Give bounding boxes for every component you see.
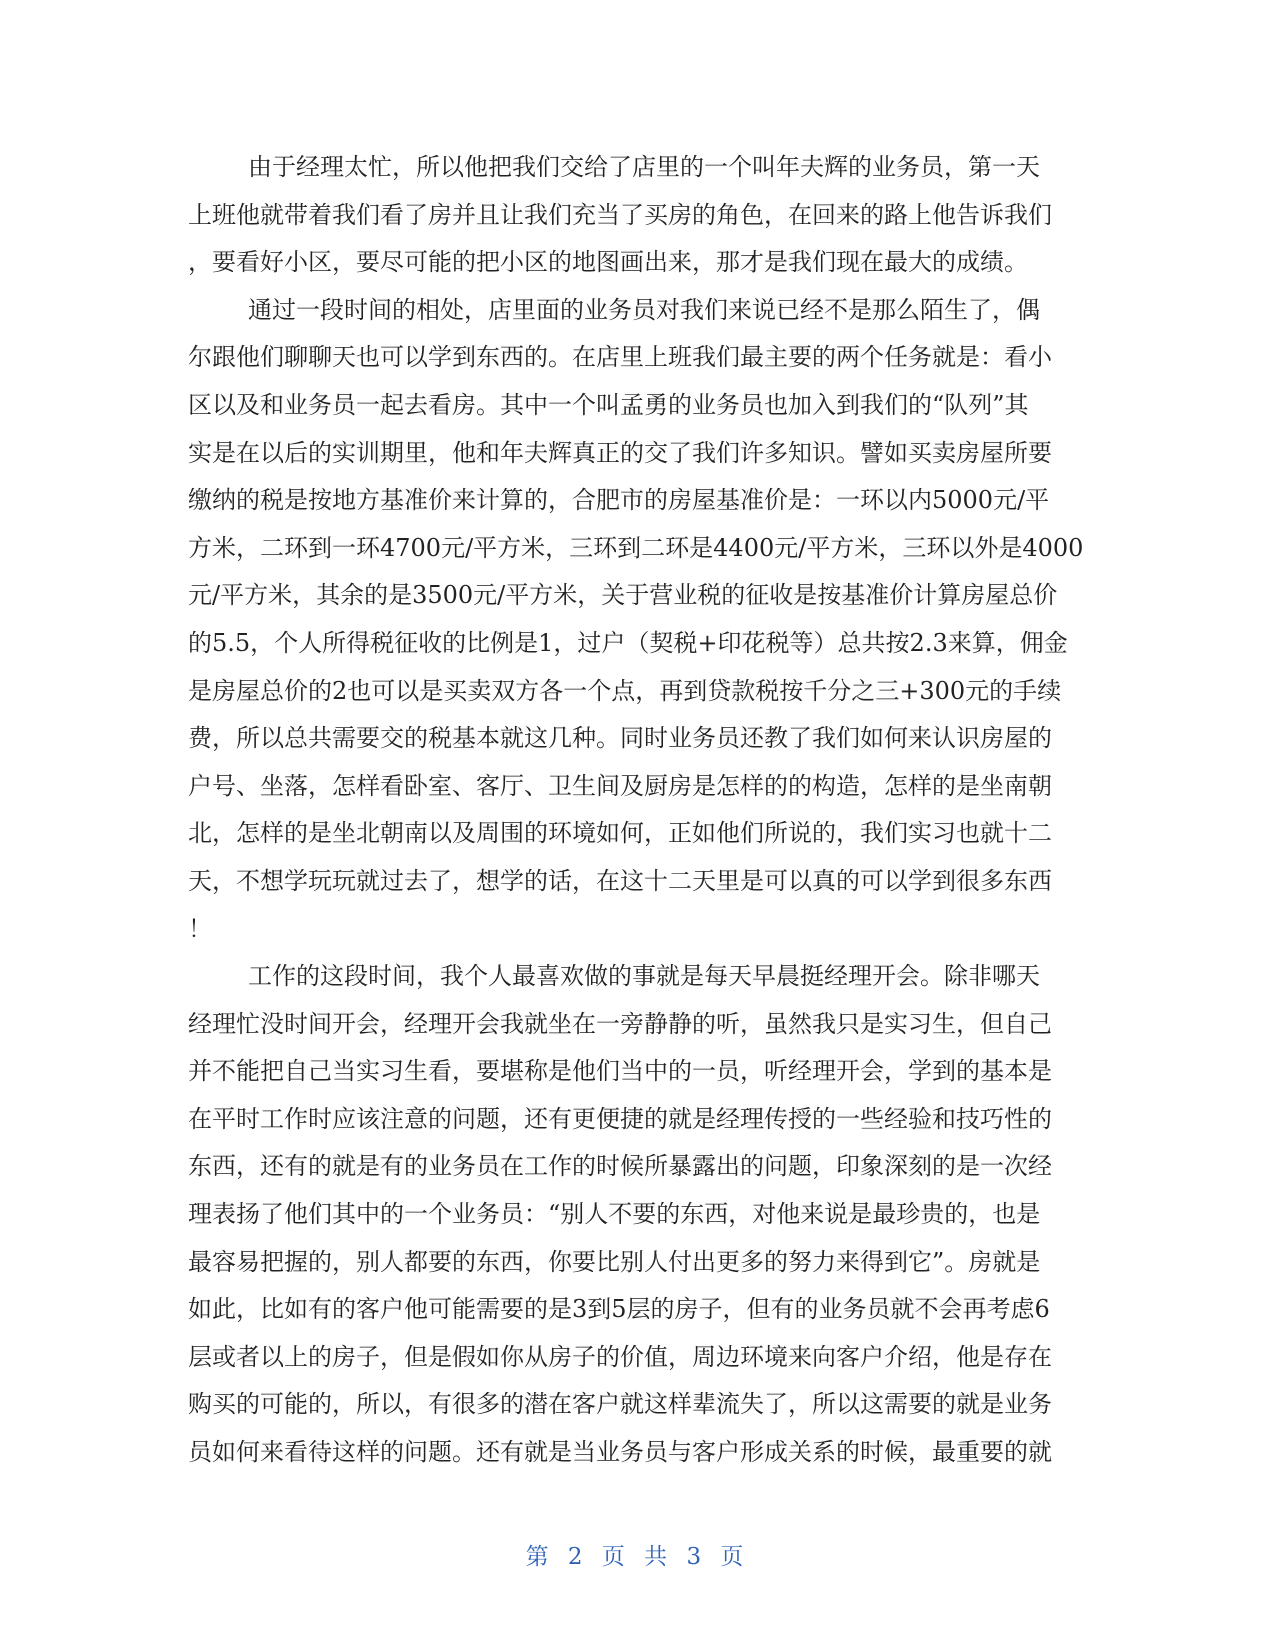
text-line: 尔跟他们聊聊天也可以学到东西的。在店里上班我们最主要的两个任务就是：看小 (188, 343, 1052, 372)
text-line: 实是在以后的实训期里，他和年夫辉真正的交了我们许多知识。譬如买卖房屋所要 (188, 438, 1052, 467)
text-line: 层或者以上的房子，但是假如你从房子的价值，周边环境来向客户介绍，他是存在 (188, 1342, 1052, 1371)
text-line: ！ (188, 914, 212, 943)
text-line: 北，怎样的是坐北朝南以及周围的环境如何，正如他们所说的，我们实习也就十二 (188, 819, 1052, 848)
text-line: 由于经理太忙，所以他把我们交给了店里的一个叫年夫辉的业务员，第一天 (248, 153, 1040, 181)
paragraph-3 (188, 953, 1088, 1477)
paragraph-1 (188, 144, 1088, 287)
paragraph-2 (188, 287, 1088, 953)
text-line: 在平时工作时应该注意的问题，还有更便捷的就是经理传授的一些经验和技巧性的 (188, 1104, 1052, 1133)
text-line: 天，不想学玩玩就过去了，想学的话，在这十二天里是可以真的可以学到很多东西 (188, 866, 1052, 895)
text-line: 经理忙没时间开会，经理开会我就坐在一旁静静的听，虽然我只是实习生，但自己 (188, 1009, 1052, 1038)
text-line: ，要看好小区，要尽可能的把小区的地图画出来，那才是我们现在最大的成绩。 (188, 248, 1028, 277)
text-line: 费，所以总共需要交的税基本就这几种。同时业务员还教了我们如何来认识房屋的 (188, 724, 1052, 753)
text-line: 东西，还有的就是有的业务员在工作的时候所暴露出的问题，印象深刻的是一次经 (188, 1152, 1052, 1181)
text-line: 户号、坐落，怎样看卧室、客厅、卫生间及厨房是怎样的的构造，怎样的是坐南朝 (188, 771, 1052, 800)
text-line: 员如何来看待这样的问题。还有就是当业务员与客户形成关系的时候，最重要的就 (188, 1438, 1052, 1467)
text-line: 方米，二环到一环4700元/平方米，三环到二环是4400元/平方米，三环以外是4000 (188, 533, 1084, 562)
text-line: 的5.5，个人所得税征收的比例是1，过户（契税+印花税等）总共按2.3来算，佣金 (188, 628, 1068, 657)
text-line: 元/平方米，其余的是3500元/平方米，关于营业税的征收是按基准价计算房屋总价 (188, 581, 1058, 610)
text-line: 理表扬了他们其中的一个业务员：“别人不要的东西，对他来说是最珍贵的，也是 (188, 1200, 1041, 1229)
body-text (188, 144, 1088, 1477)
text-line: 通过一段时间的相处，店里面的业务员对我们来说已经不是那么陌生了，偶 (248, 295, 1040, 324)
text-line: 工作的这段时间，我个人最喜欢做的事就是每天早晨挺经理开会。除非哪天 (248, 962, 1040, 991)
text-line: 是房屋总价的2也可以是买卖双方各一个点，再到贷款税按千分之三+300元的手续 (188, 676, 1062, 705)
text-line: 并不能把自己当实习生看，要堪称是他们当中的一员，听经理开会，学到的基本是 (188, 1057, 1052, 1086)
text-line: 区以及和业务员一起去看房。其中一个叫孟勇的业务员也加入到我们的“队列”其 (188, 390, 1029, 419)
text-line: 最容易把握的，别人都要的东西，你要比别人付出更多的努力来得到它”。房就是 (188, 1247, 1041, 1276)
text-line: 上班他就带着我们看了房并且让我们充当了买房的角色，在回来的路上他告诉我们 (188, 200, 1052, 229)
page-number-footer: 第 2 页 共 3 页 (525, 1544, 750, 1570)
text-line: 购买的可能的，所以，有很多的潜在客户就这样辈流失了，所以这需要的就是业务 (188, 1390, 1052, 1419)
text-line: 如此，比如有的客户他可能需要的是3到5层的房子，但有的业务员就不会再考虑6 (188, 1295, 1050, 1324)
text-line: 缴纳的税是按地方基准价来计算的，合肥市的房屋基准价是：一环以内5000元/平 (188, 486, 1050, 515)
